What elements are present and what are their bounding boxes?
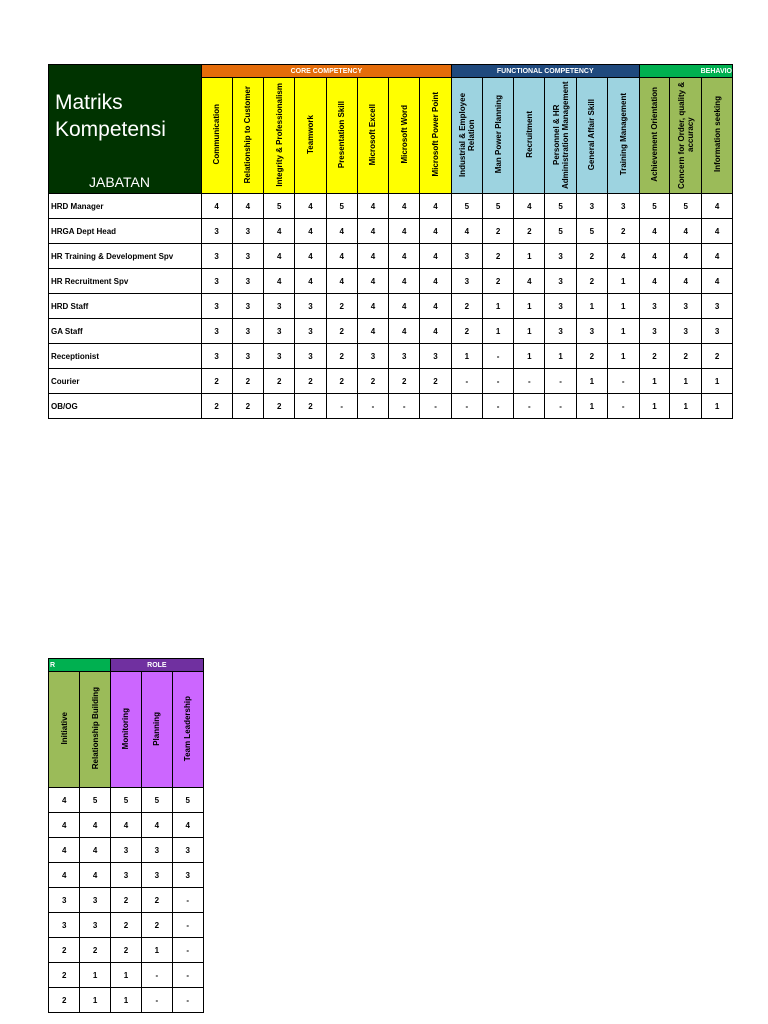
score-cell: - (607, 394, 639, 419)
score-cell: 1 (110, 963, 141, 988)
score-cell: - (420, 394, 452, 419)
score-cell: 3 (295, 344, 327, 369)
score-cell: 5 (264, 194, 295, 219)
score-cell: 1 (545, 344, 577, 369)
jabatan-cell: HR Recruitment Spv (49, 269, 202, 294)
score-cell: 3 (577, 194, 608, 219)
score-cell: 4 (389, 219, 420, 244)
score-cell: 3 (232, 219, 264, 244)
score-cell: 4 (357, 269, 389, 294)
score-cell: 3 (264, 344, 295, 369)
score-cell: 4 (326, 219, 357, 244)
score-cell: 3 (232, 269, 264, 294)
score-cell: 4 (142, 813, 172, 838)
column-header-label: Microsoft Power Point (431, 92, 441, 177)
score-cell: 3 (639, 319, 670, 344)
score-cell: 2 (607, 219, 639, 244)
column-header-label: Recruitment (524, 111, 534, 158)
column-header-presentation-skill (326, 78, 357, 194)
score-cell: 2 (577, 244, 608, 269)
score-cell: 3 (702, 294, 733, 319)
column-header-label: General Affair Skill (587, 98, 597, 171)
score-cell: 4 (514, 269, 545, 294)
score-cell: 3 (172, 863, 203, 888)
score-cell: 1 (514, 294, 545, 319)
score-cell: 2 (80, 938, 110, 963)
score-cell: 2 (110, 913, 141, 938)
column-header-label: Concern for Order, quality & accuracy (676, 80, 695, 189)
score-cell: 5 (545, 194, 577, 219)
table-row (49, 244, 733, 269)
score-cell: 3 (80, 913, 110, 938)
score-cell: 3 (670, 294, 702, 319)
score-cell: 3 (201, 319, 232, 344)
score-cell: 2 (577, 344, 608, 369)
score-cell: 4 (80, 838, 110, 863)
score-cell: 3 (295, 294, 327, 319)
score-cell: - (545, 369, 577, 394)
score-cell: 1 (607, 294, 639, 319)
score-cell: 3 (201, 244, 232, 269)
column-header-personnel-hr-administration-management (545, 78, 577, 194)
jabatan-cell: OB/OG (49, 394, 202, 419)
score-cell: - (172, 888, 203, 913)
score-cell: 4 (49, 863, 80, 888)
column-header-general-affair-skill (577, 78, 608, 194)
score-cell: 5 (670, 194, 702, 219)
column-header-man-power-planning (482, 78, 514, 194)
competency-matrix-table (48, 64, 733, 419)
score-cell: 4 (607, 244, 639, 269)
competency-matrix-continuation-table (48, 658, 204, 1013)
table-row (49, 319, 733, 344)
score-cell: 1 (702, 394, 733, 419)
score-cell: 4 (702, 219, 733, 244)
score-cell: - (172, 938, 203, 963)
score-cell: - (482, 344, 514, 369)
jabatan-cell: HRD Manager (49, 194, 202, 219)
jabatan-cell: Courier (49, 369, 202, 394)
score-cell: 1 (514, 244, 545, 269)
score-cell: 2 (295, 394, 327, 419)
column-header-label: Team Leadership (183, 695, 193, 762)
score-cell: 3 (80, 888, 110, 913)
score-cell: 3 (264, 294, 295, 319)
score-cell: 4 (639, 269, 670, 294)
score-cell: 4 (420, 319, 452, 344)
score-cell: 5 (639, 194, 670, 219)
matrix-title-block (49, 65, 202, 194)
jabatan-cell: HR Training & Development Spv (49, 244, 202, 269)
score-cell: 2 (326, 344, 357, 369)
score-cell: 4 (357, 319, 389, 344)
table-row (49, 813, 204, 838)
score-cell: 3 (545, 244, 577, 269)
score-cell: 3 (232, 294, 264, 319)
score-cell: 1 (577, 369, 608, 394)
score-cell: - (545, 394, 577, 419)
score-cell: 5 (577, 219, 608, 244)
column-header-microsoft-power-point (420, 78, 452, 194)
title-line-1: Matriks (55, 91, 123, 114)
score-cell: 2 (482, 244, 514, 269)
score-cell: 4 (420, 219, 452, 244)
score-cell: 4 (420, 294, 452, 319)
column-header-label: Presentation Skill (337, 100, 347, 169)
score-cell: 4 (420, 244, 452, 269)
score-cell: 2 (451, 294, 482, 319)
table-row (49, 269, 733, 294)
table-row (49, 788, 204, 813)
core-competency-header: CORE COMPETENCY (201, 65, 451, 78)
column-header-label: Relationship Building (90, 687, 100, 770)
score-cell: 1 (607, 319, 639, 344)
column-header-team-leadership (172, 672, 203, 788)
score-cell: 2 (482, 269, 514, 294)
score-cell: 1 (577, 294, 608, 319)
score-cell: 4 (670, 269, 702, 294)
score-cell: 3 (201, 344, 232, 369)
score-cell: 2 (639, 344, 670, 369)
column-header-relationship-to-customer (232, 78, 264, 194)
column-header-concern-for-order-quality-accuracy (670, 78, 702, 194)
score-cell: 3 (451, 244, 482, 269)
score-cell: 4 (357, 194, 389, 219)
score-cell: 3 (110, 863, 141, 888)
score-cell: 1 (451, 344, 482, 369)
score-cell: 3 (201, 294, 232, 319)
score-cell: 3 (451, 269, 482, 294)
score-cell: 4 (357, 219, 389, 244)
score-cell: 2 (577, 269, 608, 294)
score-cell: 5 (451, 194, 482, 219)
column-header-label: Man Power Planning (493, 95, 503, 174)
score-cell: 4 (295, 219, 327, 244)
score-cell: 2 (482, 219, 514, 244)
jabatan-cell: HRGA Dept Head (49, 219, 202, 244)
table-row (49, 888, 204, 913)
column-header-industrial-employee-relation (451, 78, 482, 194)
score-cell: 4 (232, 194, 264, 219)
score-cell: 2 (142, 913, 172, 938)
score-cell: 4 (514, 194, 545, 219)
score-cell: 4 (702, 269, 733, 294)
score-cell: 4 (420, 269, 452, 294)
column-header-label: Microsoft Word (399, 105, 409, 164)
jabatan-cell: GA Staff (49, 319, 202, 344)
score-cell: 5 (545, 219, 577, 244)
column-header-label: Communication (212, 104, 222, 165)
score-cell: 2 (201, 394, 232, 419)
column-header-label: Monitoring (121, 707, 131, 750)
column-header-label: Relationship to Customer (243, 85, 253, 184)
score-cell: 2 (295, 369, 327, 394)
behavioral-competency-header: BEHAVIO (639, 65, 732, 78)
score-cell: 2 (201, 369, 232, 394)
score-cell: - (607, 369, 639, 394)
score-cell: 4 (295, 194, 327, 219)
functional-competency-header: FUNCTIONAL COMPETENCY (451, 65, 639, 78)
score-cell: 4 (451, 219, 482, 244)
score-cell: - (142, 963, 172, 988)
column-header-label: Personnel & HR Administration Management (551, 80, 570, 189)
score-cell: 5 (142, 788, 172, 813)
score-cell: - (482, 369, 514, 394)
score-cell: 2 (702, 344, 733, 369)
column-header-monitoring (110, 672, 141, 788)
score-cell: 5 (110, 788, 141, 813)
column-header-training-management (607, 78, 639, 194)
score-cell: 3 (357, 344, 389, 369)
score-cell: 4 (639, 219, 670, 244)
score-cell: 2 (514, 219, 545, 244)
score-cell: 1 (577, 394, 608, 419)
score-cell: 2 (264, 394, 295, 419)
score-cell: 4 (389, 244, 420, 269)
score-cell: - (357, 394, 389, 419)
score-cell: 5 (172, 788, 203, 813)
column-header-label: Industrial & Employee Relation (457, 92, 476, 177)
score-cell: - (172, 988, 203, 1013)
column-header-communication (201, 78, 232, 194)
table-row (49, 863, 204, 888)
score-cell: 3 (201, 219, 232, 244)
table-row (49, 294, 733, 319)
score-cell: 1 (80, 988, 110, 1013)
jabatan-cell: HRD Staff (49, 294, 202, 319)
score-cell: 2 (451, 319, 482, 344)
column-header-label: Teamwork (305, 115, 315, 154)
score-cell: 1 (639, 394, 670, 419)
score-cell: - (172, 963, 203, 988)
score-cell: - (514, 369, 545, 394)
score-cell: 4 (639, 244, 670, 269)
score-cell: 4 (389, 319, 420, 344)
score-cell: 2 (49, 938, 80, 963)
score-cell: 3 (232, 319, 264, 344)
column-header-label: Achievement Orientation (649, 87, 659, 182)
score-cell: 4 (295, 269, 327, 294)
column-header-label: Training Management (618, 93, 628, 176)
score-cell: 1 (80, 963, 110, 988)
score-cell: 1 (514, 344, 545, 369)
column-header-recruitment (514, 78, 545, 194)
score-cell: 2 (49, 963, 80, 988)
jabatan-cell: Receptionist (49, 344, 202, 369)
score-cell: 3 (201, 269, 232, 294)
score-cell: - (514, 394, 545, 419)
score-cell: 2 (326, 369, 357, 394)
score-cell: 3 (232, 344, 264, 369)
score-cell: - (172, 913, 203, 938)
table-row (49, 219, 733, 244)
score-cell: - (451, 369, 482, 394)
score-cell: 1 (670, 369, 702, 394)
score-cell: 2 (420, 369, 452, 394)
score-cell: 1 (670, 394, 702, 419)
score-cell: 1 (514, 319, 545, 344)
score-cell: 2 (389, 369, 420, 394)
score-cell: 2 (326, 319, 357, 344)
score-cell: - (326, 394, 357, 419)
score-cell: 4 (49, 838, 80, 863)
score-cell: 3 (545, 269, 577, 294)
column-header-microsoft-word (389, 78, 420, 194)
score-cell: - (451, 394, 482, 419)
score-cell: 2 (264, 369, 295, 394)
score-cell: 4 (49, 788, 80, 813)
score-cell: 5 (80, 788, 110, 813)
score-cell: 3 (545, 319, 577, 344)
score-cell: 2 (357, 369, 389, 394)
jabatan-header: JABATAN (89, 174, 150, 190)
column-header-label: Information seeking (712, 96, 722, 173)
score-cell: 1 (702, 369, 733, 394)
score-cell: 3 (264, 319, 295, 344)
table-row (49, 344, 733, 369)
column-header-integrity-professionalism (264, 78, 295, 194)
score-cell: 3 (639, 294, 670, 319)
score-cell: 3 (49, 913, 80, 938)
score-cell: 3 (670, 319, 702, 344)
column-header-microsoft-excell (357, 78, 389, 194)
table-row (49, 369, 733, 394)
score-cell: 4 (389, 294, 420, 319)
score-cell: 1 (482, 319, 514, 344)
score-cell: 4 (670, 219, 702, 244)
score-cell: 2 (326, 294, 357, 319)
score-cell: 2 (49, 988, 80, 1013)
score-cell: 1 (110, 988, 141, 1013)
score-cell: 4 (357, 294, 389, 319)
score-cell: 2 (670, 344, 702, 369)
score-cell: 4 (49, 813, 80, 838)
column-header-planning (142, 672, 172, 788)
score-cell: - (389, 394, 420, 419)
page-clip (0, 0, 732, 450)
table-row (49, 194, 733, 219)
score-cell: 4 (264, 219, 295, 244)
score-cell: 1 (482, 294, 514, 319)
score-cell: 3 (172, 838, 203, 863)
score-cell: - (482, 394, 514, 419)
score-cell: 2 (110, 938, 141, 963)
score-cell: 3 (607, 194, 639, 219)
score-cell: 3 (110, 838, 141, 863)
score-cell: 3 (49, 888, 80, 913)
score-cell: 1 (142, 938, 172, 963)
score-cell: 4 (326, 244, 357, 269)
column-header-label: Integrity & Professionalism (274, 82, 284, 187)
table-row (49, 838, 204, 863)
score-cell: 4 (201, 194, 232, 219)
table-row (49, 938, 204, 963)
column-header-teamwork (295, 78, 327, 194)
score-cell: 4 (389, 194, 420, 219)
score-cell: 4 (264, 244, 295, 269)
table-row (49, 963, 204, 988)
score-cell: - (142, 988, 172, 1013)
score-cell: 1 (639, 369, 670, 394)
score-cell: 4 (670, 244, 702, 269)
score-cell: 3 (142, 863, 172, 888)
score-cell: 2 (110, 888, 141, 913)
column-header-label: Planning (152, 711, 162, 746)
score-cell: 4 (110, 813, 141, 838)
score-cell: 5 (482, 194, 514, 219)
score-cell: 4 (389, 269, 420, 294)
score-cell: 4 (80, 813, 110, 838)
score-cell: 2 (142, 888, 172, 913)
score-cell: 4 (295, 244, 327, 269)
score-cell: 3 (577, 319, 608, 344)
score-cell: 3 (232, 244, 264, 269)
table-row (49, 913, 204, 938)
role-header: ROLE (110, 659, 203, 672)
column-header-information-seeking (702, 78, 733, 194)
title-line-2: Kompetensi (55, 118, 166, 141)
score-cell: 3 (545, 294, 577, 319)
score-cell: 4 (172, 813, 203, 838)
score-cell: 4 (702, 244, 733, 269)
score-cell: 4 (264, 269, 295, 294)
score-cell: 4 (80, 863, 110, 888)
column-header-initiative (49, 672, 80, 788)
column-header-label: Microsoft Excell (368, 103, 378, 166)
score-cell: 2 (232, 394, 264, 419)
score-cell: 3 (420, 344, 452, 369)
score-cell: 1 (607, 344, 639, 369)
score-cell: 4 (326, 269, 357, 294)
score-cell: 2 (232, 369, 264, 394)
score-cell: 4 (702, 194, 733, 219)
table-row (49, 394, 733, 419)
score-cell: 1 (607, 269, 639, 294)
column-header-label: Initiative (59, 712, 69, 745)
column-header-relationship-building (80, 672, 110, 788)
score-cell: 4 (357, 244, 389, 269)
score-cell: 3 (142, 838, 172, 863)
score-cell: 3 (295, 319, 327, 344)
score-cell: 4 (420, 194, 452, 219)
column-header-achievement-orientation (639, 78, 670, 194)
table-row (49, 988, 204, 1013)
score-cell: 5 (326, 194, 357, 219)
score-cell: 3 (702, 319, 733, 344)
score-cell: 3 (389, 344, 420, 369)
behavioral-continued-header: R (49, 659, 111, 672)
